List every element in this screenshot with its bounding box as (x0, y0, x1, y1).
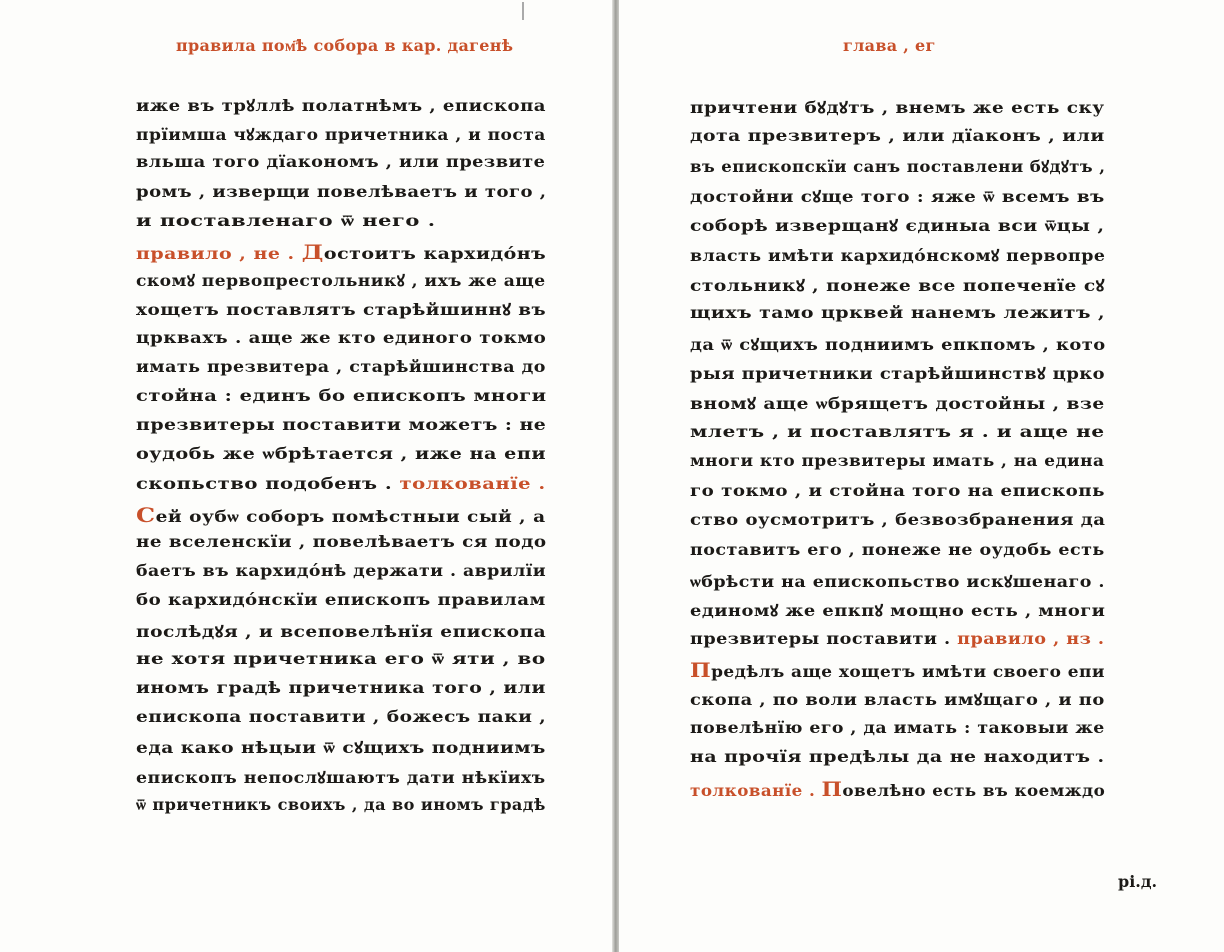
text-line (136, 766, 546, 788)
line-text: да ѿ сꙋщихъ подниимъ епкпомъ , кото (690, 334, 1106, 354)
line-text: оудобь же ѡбрѣтается , иже на епи (136, 444, 547, 464)
text-line (690, 274, 1105, 296)
text-line (136, 269, 546, 291)
line-text: стольникꙋ , понеже все попеченїе сꙋ (690, 275, 1105, 295)
text-line (690, 777, 1105, 801)
line-text: ей оубѡ соборъ помѣстныи сый , а (155, 506, 546, 526)
text-line (136, 649, 546, 669)
folio-number: рі.д. (1118, 872, 1158, 891)
line-text: скопьство подобенъ . (136, 473, 400, 493)
line-text: епископъ непослꙋшаютъ дати нѣкїихъ (136, 767, 546, 787)
line-text: ромъ , изверщи повелѣваетъ и того , (136, 181, 547, 201)
text-line (690, 510, 1105, 529)
rubric-text: правило , не . (136, 244, 302, 263)
text-line (136, 240, 546, 264)
line-text: вномꙋ аще ѡбрящетъ достойны , взе (690, 394, 1105, 413)
text-line (136, 328, 546, 347)
text-line (690, 481, 1105, 500)
line-text: редѣлъ аще хощетъ имѣти своего епи (711, 662, 1105, 682)
line-text: стойна : единъ бо епископъ многи (136, 386, 547, 405)
text-line (690, 540, 1105, 559)
line-text: рыя причетники старѣйшинствꙋ црко (690, 364, 1106, 384)
line-text: имать презвитера , старѣйшинства до (136, 356, 546, 376)
text-line (690, 303, 1105, 322)
line-text: ѿ причетникъ своихъ , да во иномъ градѣ (136, 794, 546, 814)
text-line (690, 599, 1105, 621)
right-page-header: глава , ег (843, 36, 936, 55)
line-text: достойни сꙋще того : яже ѿ всемъ въ (690, 186, 1105, 206)
text-line (690, 96, 1105, 118)
text-line (136, 678, 546, 697)
text-line (690, 362, 1105, 384)
text-line (136, 94, 546, 116)
line-text: хощетъ поставлятъ старѣйшиннꙋ въ (136, 300, 547, 320)
drop-initial: Д (301, 240, 324, 264)
text-line (136, 152, 545, 171)
line-text: еда како нѣцыи ѿ сꙋщихъ подниимъ (136, 738, 546, 758)
line-text: власть имѣти кархидо́нскомꙋ первопре (690, 246, 1106, 265)
line-text: прїимша чꙋждаго причетника , и поста (136, 125, 546, 145)
line-text: овелѣно есть въ коемждо (842, 780, 1106, 800)
line-text: на прочїя предѣлы да не находитъ . (690, 747, 1105, 767)
line-text: щихъ тамо црквей нанемъ лежитъ , (690, 303, 1106, 323)
line-text: ѡбрѣсти на епископьство искꙋшенаго . (690, 571, 1105, 591)
text-line (690, 629, 1104, 648)
line-text: остоитъ кархидо́нъ (323, 244, 547, 263)
text-line (136, 357, 546, 376)
text-line (136, 561, 546, 580)
text-line (690, 688, 1105, 710)
line-text: презвитеры поставити можетъ : не (136, 415, 547, 435)
drop-initial: П (690, 658, 712, 683)
line-text: скомꙋ первопрестольникꙋ , ихъ же аще (136, 271, 546, 291)
line-text: баетъ въ кархидо́нѣ держати . аврилїи (136, 561, 547, 581)
text-line (136, 795, 546, 815)
line-text: поставитъ его , понеже не оудобь есть (690, 540, 1105, 559)
text-line (690, 658, 1105, 682)
line-text: послѣдꙋя , и всеповелѣнїя епископа (136, 621, 547, 641)
text-line (136, 211, 436, 231)
line-text: епископа поставити , божесъ паки , (136, 707, 547, 727)
text-line (690, 392, 1105, 414)
text-line (690, 155, 1105, 177)
drop-initial: П (821, 776, 843, 801)
line-text: не хотя причетника его ѿ яти , во (136, 648, 546, 668)
line-text: и поставленаго ѿ него . (136, 210, 436, 230)
line-text: ство оусмотритъ , безвозбранения да (690, 510, 1106, 530)
line-text: дота презвитеръ , или дїаконъ , или (690, 125, 1105, 145)
text-line (136, 474, 546, 493)
line-text: бо кархидо́нскїи епископъ правилам (136, 590, 546, 610)
text-line (136, 736, 546, 758)
text-line (690, 747, 1105, 766)
text-line (136, 444, 546, 464)
rubric-text: правило , нз . (957, 628, 1105, 648)
text-line (136, 503, 546, 527)
text-line (136, 298, 546, 320)
text-line (136, 620, 546, 642)
line-text: иже въ трꙋллѣ полатнѣмъ , епископа (136, 96, 547, 115)
text-line (690, 185, 1105, 207)
line-text: скопа , по воли власть имꙋщаго , и по (690, 690, 1105, 709)
text-line (690, 214, 1104, 236)
line-text: го токмо , и стойна того на епископь (690, 480, 1105, 500)
line-text: црквахъ . аще же кто единого токмо (136, 327, 547, 347)
line-text: многи кто презвитеры имать , на едина (690, 451, 1105, 471)
text-line (136, 182, 547, 201)
line-text: повелѣнїю его , да имать : таковыи же (690, 717, 1105, 737)
line-text: иномъ градѣ причетника того , или (136, 678, 546, 697)
text-line (690, 126, 1105, 145)
line-text: причтени бꙋдꙋтъ , внемъ же есть ску (690, 98, 1105, 117)
rubric-text: толкованїе . (399, 473, 546, 493)
text-line (136, 415, 546, 434)
text-line (690, 422, 1105, 441)
line-text: въ епископскїи санъ поставлени бꙋдꙋтъ , (690, 157, 1106, 177)
text-line (136, 707, 546, 726)
line-text: не вселенскїи , повелѣваетъ ся подо (136, 532, 547, 551)
line-text: вльша того дїакономъ , или презвите (136, 152, 546, 172)
line-text: единомꙋ же епкпꙋ мощно есть , многи (690, 601, 1106, 621)
text-line (690, 244, 1105, 266)
text-line (690, 570, 1105, 592)
line-text: презвитеры поставити . (690, 628, 958, 648)
text-line (136, 386, 547, 405)
line-text: соборѣ изверщанꙋ єдиныа вси ѿцы , (690, 216, 1105, 236)
speck (522, 2, 524, 20)
text-line (690, 451, 1104, 470)
text-line (690, 333, 1106, 355)
text-line (136, 532, 547, 551)
rubric-text: толкованїе . (690, 780, 822, 800)
drop-initial: С (136, 502, 156, 527)
line-text: млетъ , и поставлятъ я . и аще не (690, 421, 1105, 441)
text-line (690, 718, 1105, 737)
text-line (136, 123, 546, 145)
text-line (136, 590, 546, 609)
left-page-header: правила пом҃ѣ собора в кар. дагенѣ (176, 36, 514, 55)
